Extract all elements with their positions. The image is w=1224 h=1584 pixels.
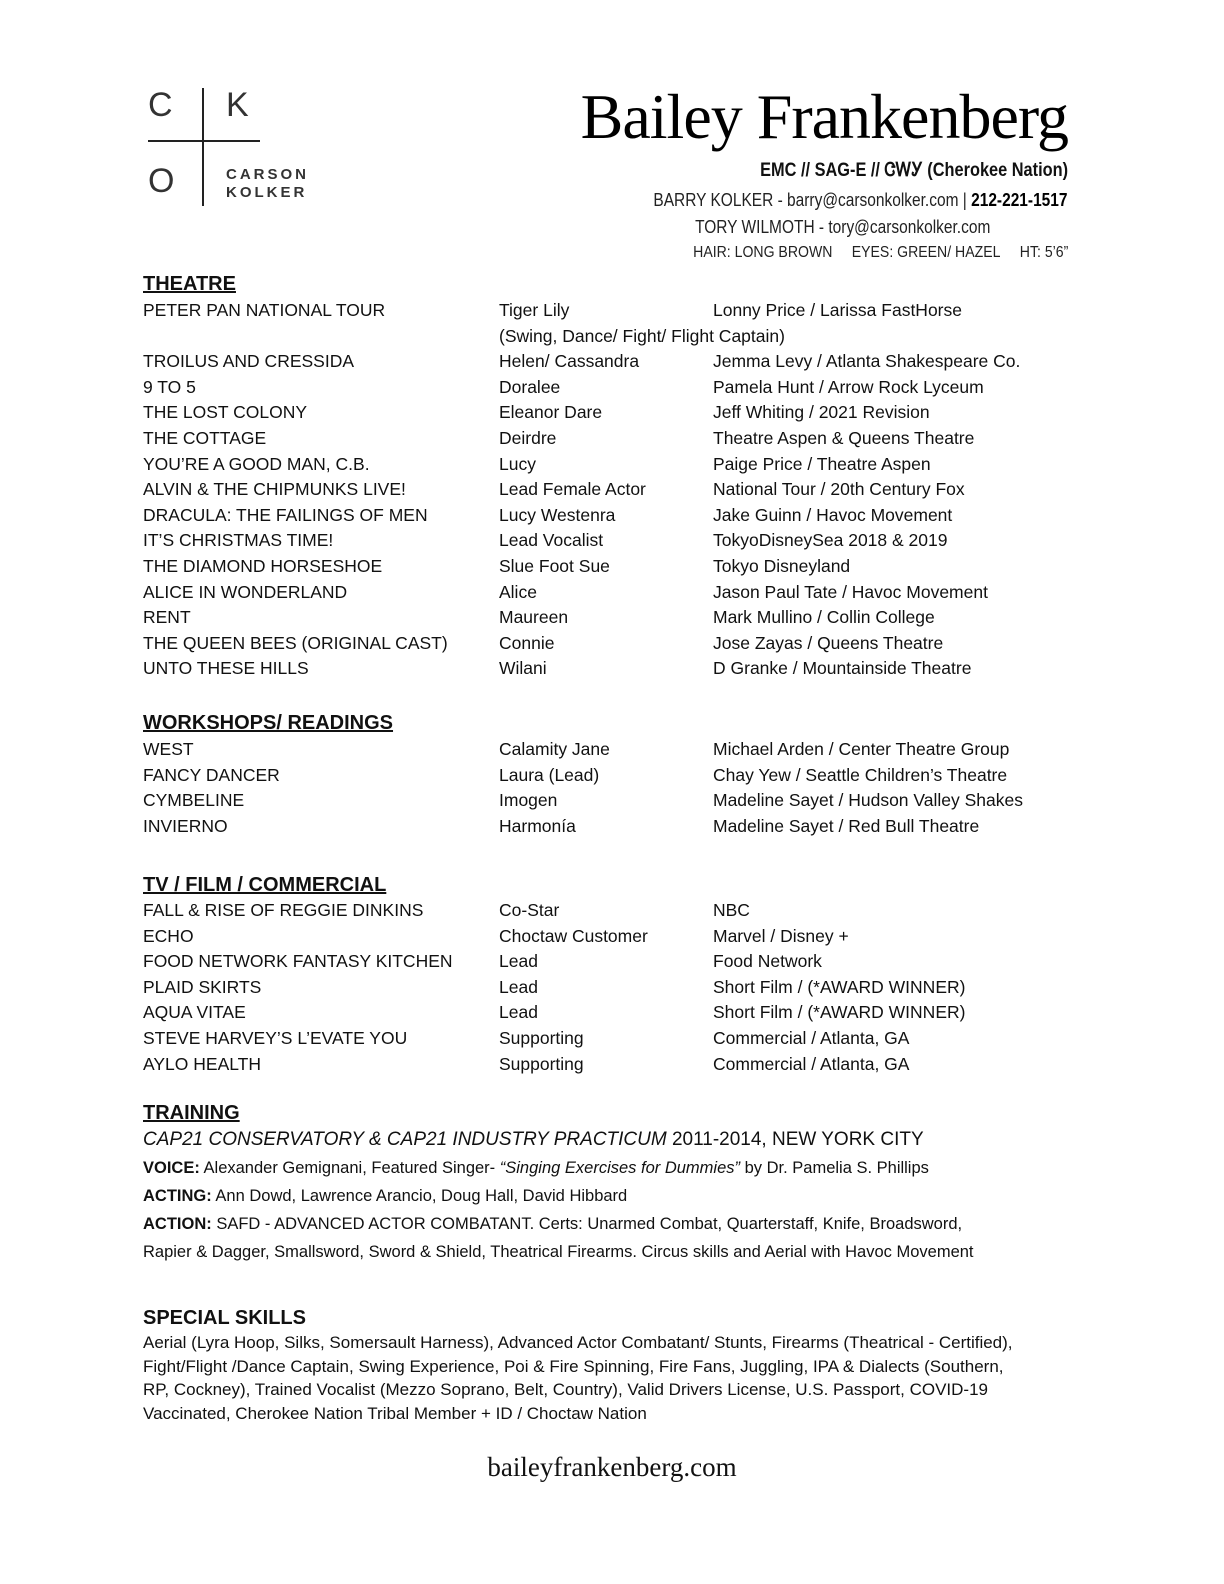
performer-name: Bailey Frankenberg — [580, 81, 1068, 152]
credit-role: Helen/ Cassandra — [499, 351, 640, 372]
credit-production: THE QUEEN BEES (ORIGINAL CAST) — [143, 632, 448, 653]
training-acting-label: ACTING: — [143, 1187, 212, 1205]
credit-row — [143, 452, 1083, 478]
credit-row — [143, 324, 1083, 350]
credit-director-company: Mark Mullino / Collin College — [713, 607, 935, 628]
credit-row — [143, 814, 1083, 840]
training-voice — [143, 1154, 1083, 1182]
training-action — [143, 1210, 1083, 1238]
training-voice-by: by Dr. Pamelia S. Phillips — [740, 1159, 929, 1177]
credit-production: TROILUS AND CRESSIDA — [143, 351, 355, 372]
section-title-training: TRAINING — [143, 1102, 240, 1124]
credit-director-company: TokyoDisneySea 2018 & 2019 — [713, 530, 948, 551]
credit-role: Tiger Lily — [499, 300, 570, 320]
credit-production: FALL & RISE OF REGGIE DINKINS — [143, 900, 424, 920]
credit-role: Supporting — [499, 1027, 584, 1048]
credit-row — [143, 949, 1083, 975]
credit-row — [143, 763, 1083, 789]
credit-role: Harmonía — [499, 815, 576, 836]
credit-production: WEST — [143, 739, 194, 759]
credit-row — [143, 898, 1083, 924]
credit-director-company: National Tour / 20th Century Fox — [713, 479, 965, 500]
credit-role: (Swing, Dance/ Fight/ Flight Captain) — [499, 325, 785, 346]
credit-director-company: Tokyo Disneyland — [713, 555, 851, 576]
credit-role: Doralee — [499, 376, 561, 397]
credit-production: PLAID SKIRTS — [143, 976, 262, 997]
credit-director-company: Jake Guinn / Havoc Movement — [713, 504, 953, 525]
logo-letter-o: O — [148, 162, 175, 200]
credit-director-company: Commercial / Atlanta, GA — [713, 1053, 910, 1074]
credit-role: Alice — [499, 581, 537, 602]
credit-row — [143, 528, 1083, 554]
credit-row — [143, 788, 1083, 814]
theatre-credits — [143, 298, 1083, 682]
credit-role: Eleanor Dare — [499, 402, 603, 423]
credit-director-company: Theatre Aspen & Queens Theatre — [713, 427, 975, 448]
credit-production: IT’S CHRISTMAS TIME! — [143, 530, 334, 551]
training-school-dates: 2011-2014, NEW YORK CITY — [666, 1129, 924, 1150]
logo-horizontal-line — [148, 140, 260, 142]
credit-director-company: Madeline Sayet / Red Bull Theatre — [713, 815, 980, 836]
credit-production: ECHO — [143, 925, 194, 946]
credit-role: Wilani — [499, 658, 547, 679]
credit-row — [143, 477, 1083, 503]
tv-film-section — [143, 872, 1083, 1077]
credit-production: ALVIN & THE CHIPMUNKS LIVE! — [143, 479, 406, 500]
stat-hair: HAIR: LONG BROWN — [692, 244, 833, 261]
credit-row — [143, 375, 1083, 401]
skills-line: Vaccinated, Cherokee Nation Tribal Member + ID / Choctaw Nation — [143, 1403, 647, 1423]
credit-role: Laura (Lead) — [499, 764, 600, 785]
credit-production: AQUA VITAE — [143, 1002, 246, 1023]
skills-line: Fight/Flight /Dance Captain, Swing Experience, Poi & Fire Spinning, Fire Fans, Juggling, IPA & Dialects (Southern, — [143, 1356, 1004, 1376]
section-title-theatre: THEATRE — [143, 273, 236, 295]
credit-director-company: Lonny Price / Larissa FastHorse — [713, 300, 962, 320]
credit-row — [143, 503, 1083, 529]
credit-director-company: Commercial / Atlanta, GA — [713, 1027, 910, 1048]
credit-role: Lucy Westenra — [499, 504, 616, 525]
credit-row — [143, 400, 1083, 426]
theatre-section — [143, 271, 1083, 682]
training-action-text: SAFD - ADVANCED ACTOR COMBATANT. Certs: Unarmed Combat, Quarterstaff, Knife, Broadsword, — [211, 1215, 963, 1233]
credit-row — [143, 605, 1083, 631]
section-title-tv-film: TV / FILM / COMMERCIAL — [143, 874, 387, 896]
logo-vertical-line — [202, 88, 204, 206]
union-affiliations: EMC // SAG-E // ᏣᎳᎩ (Cherokee Nation) — [760, 160, 1068, 181]
training-action-label: ACTION: — [143, 1215, 212, 1233]
special-skills-section — [143, 1305, 1083, 1425]
credit-director-company: Short Film / (*AWARD WINNER) — [713, 1002, 966, 1023]
credit-production: THE DIAMOND HORSESHOE — [143, 555, 383, 576]
credit-director-company: Chay Yew / Seattle Children’s Theatre — [713, 764, 1008, 785]
credit-role: Lead — [499, 951, 538, 972]
training-voice-book: “Singing Exercises for Dummies” — [499, 1159, 740, 1177]
credit-row — [143, 656, 1083, 682]
credit-role: Co-Star — [499, 900, 560, 920]
credit-role: Imogen — [499, 790, 558, 811]
credit-row — [143, 1052, 1083, 1078]
credit-production: THE LOST COLONY — [143, 402, 308, 423]
credit-director-company: Food Network — [713, 951, 822, 972]
website-link[interactable]: baileyfrankenberg.com — [487, 1452, 737, 1482]
credit-production: 9 TO 5 — [143, 376, 196, 397]
training-action-continued: Rapier & Dagger, Smallsword, Sword & Shield, Theatrical Firearms. Circus skills and Aerial with Havoc Movement — [143, 1243, 974, 1261]
skills-line: RP, Cockney), Trained Vocalist (Mezzo Soprano, Belt, Country), Valid Drivers License, U.S. Passport, COVID-19 — [143, 1380, 988, 1399]
training-acting-text: Ann Dowd, Lawrence Arancio, Doug Hall, David Hibbard — [211, 1187, 628, 1205]
credit-director-company: Jeff Whiting / 2021 Revision — [713, 402, 930, 423]
credit-production: RENT — [143, 607, 191, 628]
credit-role: Maureen — [499, 607, 569, 628]
credit-role: Deirdre — [499, 427, 557, 448]
credit-director-company: D Granke / Mountainside Theatre — [713, 658, 972, 679]
credit-production: YOU’RE A GOOD MAN, C.B. — [143, 453, 370, 474]
workshops-section — [143, 710, 1083, 839]
logo-wordmark-line2: KOLKER — [226, 184, 308, 201]
credit-role: Supporting — [499, 1053, 584, 1074]
credit-director-company: Short Film / (*AWARD WINNER) — [713, 976, 966, 997]
credit-director-company: NBC — [713, 900, 750, 920]
credit-director-company: Pamela Hunt / Arrow Rock Lyceum — [713, 376, 984, 397]
stat-height: HT: 5’6” — [1019, 244, 1068, 261]
training-acting — [143, 1182, 1083, 1210]
credit-production: CYMBELINE — [143, 790, 245, 811]
agent-contact-2: TORY WILMOTH - tory@carsonkolker.com — [694, 217, 990, 237]
credit-director-company: Paige Price / Theatre Aspen — [713, 453, 931, 474]
training-voice-label: VOICE: — [143, 1159, 200, 1177]
credit-director-company: Marvel / Disney + — [713, 925, 849, 946]
credit-production: FOOD NETWORK FANTASY KITCHEN — [143, 951, 453, 972]
credit-production: AYLO HEALTH — [143, 1053, 261, 1074]
tv-film-credits — [143, 898, 1083, 1077]
credit-production: UNTO THESE HILLS — [143, 658, 309, 679]
credit-director-company: Madeline Sayet / Hudson Valley Shakes — [713, 790, 1023, 811]
credit-row — [143, 298, 1083, 324]
physical-stats — [673, 244, 1068, 262]
credit-production: STEVE HARVEY’S L’EVATE YOU — [143, 1027, 408, 1048]
credit-row — [143, 1000, 1083, 1026]
credit-row — [143, 631, 1083, 657]
credit-role: Choctaw Customer — [499, 925, 648, 946]
credit-production: PETER PAN NATIONAL TOUR — [143, 300, 386, 320]
credit-production: FANCY DANCER — [143, 764, 280, 785]
credit-director-company: Michael Arden / Center Theatre Group — [713, 739, 1010, 759]
section-title-workshops: WORKSHOPS/ READINGS — [143, 712, 394, 734]
credit-production: INVIERNO — [143, 815, 228, 836]
credit-row — [143, 975, 1083, 1001]
credit-role: Slue Foot Sue — [499, 555, 610, 576]
credit-production: THE COTTAGE — [143, 427, 267, 448]
agency-logo — [140, 80, 340, 210]
credit-row — [143, 924, 1083, 950]
credit-role: Lucy — [499, 453, 536, 474]
skills-line: Aerial (Lyra Hoop, Silks, Somersault Harness), Advanced Actor Combatant/ Stunts, Firearms (Theatrical - Certified), — [143, 1333, 1013, 1352]
stat-eyes: EYES: GREEN/ HAZEL — [851, 244, 1001, 261]
training-voice-text: Alexander Gemignani, Featured Singer- — [199, 1159, 500, 1177]
credit-director-company: Jose Zayas / Queens Theatre — [713, 632, 944, 653]
credit-row — [143, 1026, 1083, 1052]
credit-production: ALICE IN WONDERLAND — [143, 581, 348, 602]
credit-production: DRACULA: THE FAILINGS OF MEN — [143, 504, 428, 525]
credit-role: Calamity Jane — [499, 739, 610, 759]
credit-role: Lead — [499, 1002, 538, 1023]
credit-row — [143, 426, 1083, 452]
agent-1-phone: 212-221-1517 — [971, 190, 1068, 210]
training-school-name: CAP21 CONSERVATORY & CAP21 INDUSTRY PRACTICUM — [143, 1129, 667, 1150]
section-title-special-skills: SPECIAL SKILLS — [143, 1307, 306, 1329]
credit-role: Lead Vocalist — [499, 530, 604, 551]
credit-row — [143, 580, 1083, 606]
agent-1-name-email: BARRY KOLKER - barry@carsonkolker.com | — [653, 190, 972, 210]
credit-director-company: Jemma Levy / Atlanta Shakespeare Co. — [713, 351, 1021, 372]
credit-row — [143, 554, 1083, 580]
workshop-credits — [143, 737, 1083, 839]
credit-role: Lead Female Actor — [499, 479, 646, 500]
logo-wordmark — [226, 166, 309, 202]
logo-letter-c: C — [148, 86, 173, 124]
training-section — [143, 1100, 1083, 1266]
training-school — [143, 1126, 1083, 1154]
credit-director-company: Jason Paul Tate / Havoc Movement — [713, 581, 988, 602]
credit-row — [143, 737, 1083, 763]
credit-row — [143, 349, 1083, 375]
agent-contact-1 — [654, 190, 1068, 211]
logo-wordmark-line1: CARSON — [226, 166, 310, 183]
credit-role: Lead — [499, 976, 538, 997]
logo-letter-k: K — [226, 86, 249, 124]
credit-role: Connie — [499, 632, 555, 653]
